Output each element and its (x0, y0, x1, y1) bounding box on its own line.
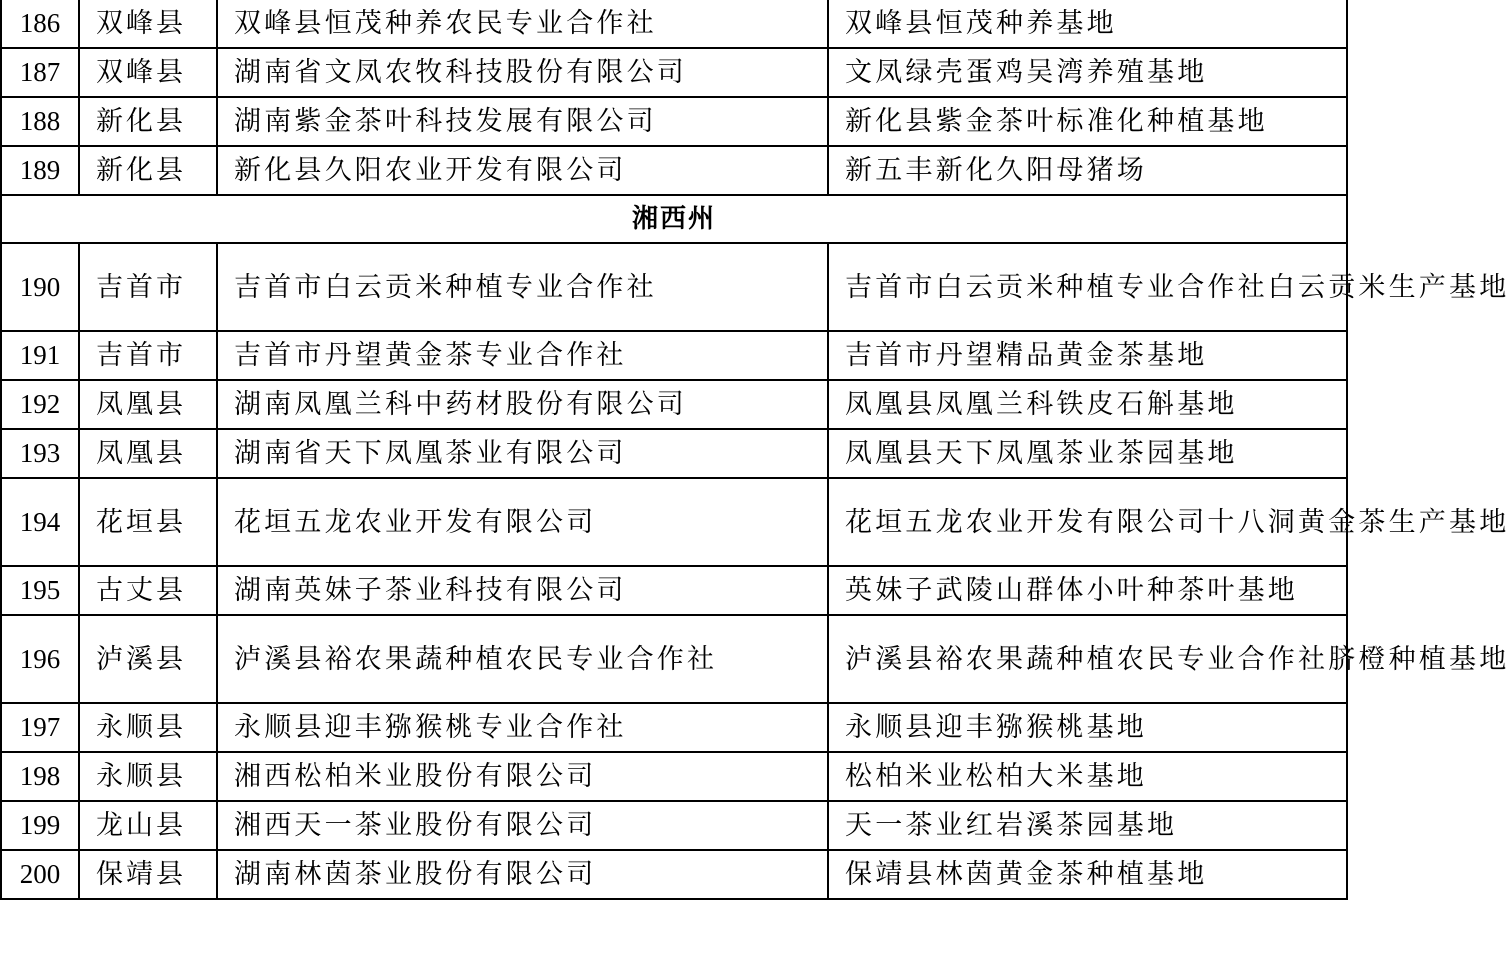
table-row (1, 566, 1347, 615)
row-number: 189 (1, 146, 79, 195)
county-cell: 凤凰县 (79, 429, 217, 478)
table-row (1, 801, 1347, 850)
company-cell: 吉首市丹望黄金茶专业合作社 (217, 331, 828, 380)
county-cell: 吉首市 (79, 331, 217, 380)
section-title: 湘西州 (1, 195, 1347, 243)
row-number: 199 (1, 801, 79, 850)
company-cell: 湖南林茵茶业股份有限公司 (217, 850, 828, 899)
row-number: 188 (1, 97, 79, 146)
table-row (1, 752, 1347, 801)
county-cell: 花垣县 (79, 478, 217, 566)
company-cell: 花垣五龙农业开发有限公司 (217, 478, 828, 566)
row-number: 198 (1, 752, 79, 801)
row-number: 187 (1, 48, 79, 97)
table-row (1, 703, 1347, 752)
table-row (1, 243, 1347, 331)
company-cell: 泸溪县裕农果蔬种植农民专业合作社 (217, 615, 828, 703)
row-number: 190 (1, 243, 79, 331)
base-cell: 凤凰县凤凰兰科铁皮石斛基地 (828, 380, 1347, 429)
company-cell: 新化县久阳农业开发有限公司 (217, 146, 828, 195)
base-cell: 永顺县迎丰猕猴桃基地 (828, 703, 1347, 752)
table-row (1, 331, 1347, 380)
company-cell: 湘西松柏米业股份有限公司 (217, 752, 828, 801)
company-cell: 永顺县迎丰猕猴桃专业合作社 (217, 703, 828, 752)
county-cell: 保靖县 (79, 850, 217, 899)
county-cell: 泸溪县 (79, 615, 217, 703)
table-row (1, 146, 1347, 195)
table-row (1, 97, 1347, 146)
row-number: 191 (1, 331, 79, 380)
county-cell: 双峰县 (79, 0, 217, 48)
company-cell: 湖南凤凰兰科中药材股份有限公司 (217, 380, 828, 429)
base-cell: 凤凰县天下凤凰茶业茶园基地 (828, 429, 1347, 478)
base-cell: 花垣五龙农业开发有限公司十八洞黄金茶生产基地 (828, 478, 1347, 566)
county-cell: 凤凰县 (79, 380, 217, 429)
company-cell: 吉首市白云贡米种植专业合作社 (217, 243, 828, 331)
company-cell: 双峰县恒茂种养农民专业合作社 (217, 0, 828, 48)
row-number: 196 (1, 615, 79, 703)
base-cell: 吉首市白云贡米种植专业合作社白云贡米生产基地 (828, 243, 1347, 331)
row-number: 192 (1, 380, 79, 429)
company-cell: 湖南省天下凤凰茶业有限公司 (217, 429, 828, 478)
base-cell: 英妹子武陵山群体小叶种茶叶基地 (828, 566, 1347, 615)
company-cell: 湖南紫金茶叶科技发展有限公司 (217, 97, 828, 146)
section-header-row (1, 195, 1347, 243)
base-cell: 泸溪县裕农果蔬种植农民专业合作社脐橙种植基地 (828, 615, 1347, 703)
base-cell: 新化县紫金茶叶标准化种植基地 (828, 97, 1347, 146)
row-number: 200 (1, 850, 79, 899)
table-row (1, 380, 1347, 429)
table-row (1, 478, 1347, 566)
county-cell: 古丈县 (79, 566, 217, 615)
base-cell: 文凤绿壳蛋鸡吴湾养殖基地 (828, 48, 1347, 97)
base-cell: 双峰县恒茂种养基地 (828, 0, 1347, 48)
table-row (1, 48, 1347, 97)
county-cell: 双峰县 (79, 48, 217, 97)
row-number: 195 (1, 566, 79, 615)
table-row (1, 429, 1347, 478)
county-cell: 永顺县 (79, 752, 217, 801)
county-cell: 龙山县 (79, 801, 217, 850)
base-cell: 吉首市丹望精品黄金茶基地 (828, 331, 1347, 380)
company-cell: 湖南省文凤农牧科技股份有限公司 (217, 48, 828, 97)
county-cell: 新化县 (79, 97, 217, 146)
row-number: 186 (1, 0, 79, 48)
row-number: 197 (1, 703, 79, 752)
table-row (1, 615, 1347, 703)
company-cell: 湘西天一茶业股份有限公司 (217, 801, 828, 850)
base-cell: 松柏米业松柏大米基地 (828, 752, 1347, 801)
row-number: 193 (1, 429, 79, 478)
base-cell: 保靖县林茵黄金茶种植基地 (828, 850, 1347, 899)
base-cell: 天一茶业红岩溪茶园基地 (828, 801, 1347, 850)
base-cell: 新五丰新化久阳母猪场 (828, 146, 1347, 195)
row-number: 194 (1, 478, 79, 566)
county-cell: 吉首市 (79, 243, 217, 331)
company-cell: 湖南英妹子茶业科技有限公司 (217, 566, 828, 615)
county-cell: 新化县 (79, 146, 217, 195)
county-cell: 永顺县 (79, 703, 217, 752)
table-row (1, 850, 1347, 899)
table-row (1, 0, 1347, 48)
